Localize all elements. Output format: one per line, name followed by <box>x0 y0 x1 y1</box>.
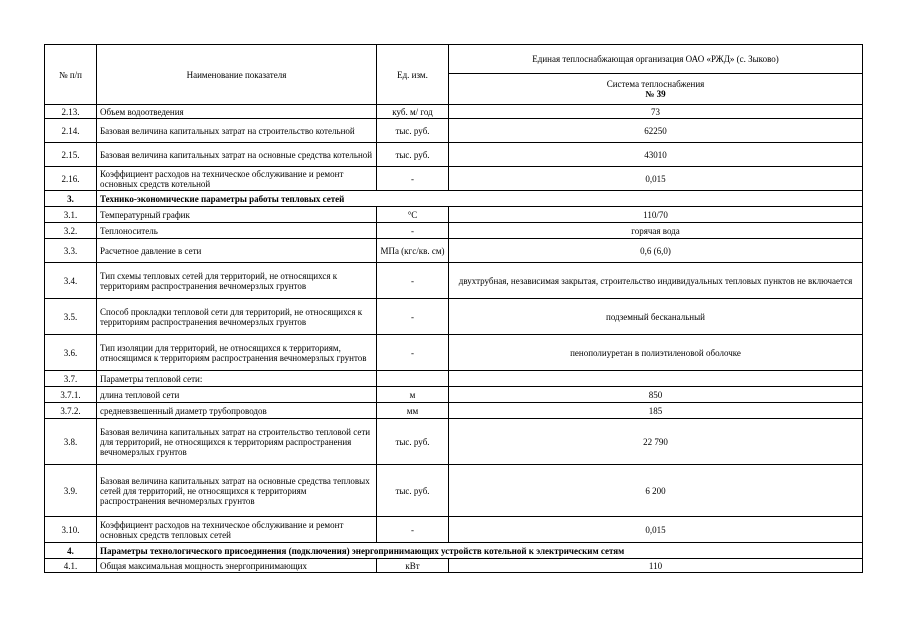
section-num: 4. <box>45 543 97 559</box>
row-value: 0,015 <box>449 167 863 191</box>
row-name: Базовая величина капитальных затрат на строительство котельной <box>97 119 377 143</box>
row-value: 73 <box>449 105 863 119</box>
header-row <box>45 45 863 74</box>
row-value: 110 <box>449 559 863 573</box>
header-num: № п/п <box>45 45 97 105</box>
row-value: 110/70 <box>449 207 863 223</box>
header-system <box>449 74 863 105</box>
row-value <box>449 371 863 387</box>
row-name: Коэффициент расходов на техническое обслуживание и ремонт основных средств тепловых сетей <box>97 517 377 543</box>
row-unit: куб. м/ год <box>377 105 449 119</box>
row-unit: тыс. руб. <box>377 143 449 167</box>
row-num: 2.13. <box>45 105 97 119</box>
section-row <box>45 543 863 559</box>
row-name: Тип изоляции для территорий, не относящихся к территориям, относящимся к территориям распространения вечномерзлых грунтов <box>97 335 377 371</box>
row-unit: тыс. руб. <box>377 465 449 517</box>
section-row <box>45 191 863 207</box>
row-unit: кВт <box>377 559 449 573</box>
row-name: Расчетное давление в сети <box>97 239 377 263</box>
row-unit: - <box>377 517 449 543</box>
row-name: Базовая величина капитальных затрат на основные средства котельной <box>97 143 377 167</box>
row-unit: - <box>377 263 449 299</box>
row-value: 850 <box>449 387 863 403</box>
row-unit <box>377 371 449 387</box>
row-value: двухтрубная, независимая закрытая, строительство индивидуальных тепловых пунктов не включается <box>449 263 863 299</box>
row-unit: °С <box>377 207 449 223</box>
table-row <box>45 335 863 371</box>
row-num: 2.16. <box>45 167 97 191</box>
table-row <box>45 419 863 465</box>
table-row <box>45 465 863 517</box>
row-name: Температурный график <box>97 207 377 223</box>
header-name: Наименование показателя <box>97 45 377 105</box>
header-unit: Ед. изм. <box>377 45 449 105</box>
table-row <box>45 239 863 263</box>
section-title: Параметры технологического присоединения (подключения) энергопринимающих устройств котельной к электрическим сетям <box>97 543 863 559</box>
header-system-label: Система теплоснабжения <box>606 79 705 89</box>
section-num: 3. <box>45 191 97 207</box>
row-num: 3.5. <box>45 299 97 335</box>
row-value: 0,6 (6,0) <box>449 239 863 263</box>
row-unit: мм <box>377 403 449 419</box>
row-unit: - <box>377 335 449 371</box>
row-num: 2.15. <box>45 143 97 167</box>
row-num: 3.8. <box>45 419 97 465</box>
table-row <box>45 517 863 543</box>
row-unit: м <box>377 387 449 403</box>
table-row <box>45 403 863 419</box>
row-value: горячая вода <box>449 223 863 239</box>
table-row <box>45 223 863 239</box>
row-name: Общая максимальная мощность энергопринимающих <box>97 559 377 573</box>
row-value: 185 <box>449 403 863 419</box>
row-value: 6 200 <box>449 465 863 517</box>
table-row <box>45 119 863 143</box>
table-row <box>45 299 863 335</box>
row-unit: - <box>377 167 449 191</box>
row-name: Тип схемы тепловых сетей для территорий, не относящихся к территориям распространения вечномерзлых грунтов <box>97 263 377 299</box>
row-num: 3.4. <box>45 263 97 299</box>
row-name: Базовая величина капитальных затрат на основные средства тепловых сетей для территорий, не относящихся к территориям распространения вечномерзлых грунтов <box>97 465 377 517</box>
table-row <box>45 263 863 299</box>
row-num: 3.9. <box>45 465 97 517</box>
row-value: подземный бесканальный <box>449 299 863 335</box>
row-name: Коэффициент расходов на техническое обслуживание и ремонт основных средств котельной <box>97 167 377 191</box>
table-row <box>45 105 863 119</box>
row-name: средневзвешенный диаметр трубопроводов <box>97 403 377 419</box>
row-value: 43010 <box>449 143 863 167</box>
row-value: 0,015 <box>449 517 863 543</box>
row-num: 3.7.2. <box>45 403 97 419</box>
header-system-num: № 39 <box>645 89 666 99</box>
row-num: 3.6. <box>45 335 97 371</box>
row-name: Теплоноситель <box>97 223 377 239</box>
table-row <box>45 371 863 387</box>
row-unit: - <box>377 299 449 335</box>
table-row <box>45 207 863 223</box>
row-unit: тыс. руб. <box>377 119 449 143</box>
row-name: Базовая величина капитальных затрат на строительство тепловой сети для территорий, не относящихся к территориям распространения вечномерзлых грунтов <box>97 419 377 465</box>
row-name: Параметры тепловой сети: <box>97 371 377 387</box>
row-num: 4.1. <box>45 559 97 573</box>
row-name: Объем водоотведения <box>97 105 377 119</box>
row-num: 3.3. <box>45 239 97 263</box>
row-value: 62250 <box>449 119 863 143</box>
indicators-table <box>44 44 863 573</box>
table-row <box>45 167 863 191</box>
row-unit: МПа (кгс/кв. см) <box>377 239 449 263</box>
table-row <box>45 559 863 573</box>
header-org: Единая теплоснабжающая организация ОАО «РЖД» (с. Зыково) <box>449 45 863 74</box>
row-unit: - <box>377 223 449 239</box>
row-unit: тыс. руб. <box>377 419 449 465</box>
row-value: 22 790 <box>449 419 863 465</box>
row-value: пенополиуретан в полиэтиленовой оболочке <box>449 335 863 371</box>
row-num: 3.1. <box>45 207 97 223</box>
row-num: 3.10. <box>45 517 97 543</box>
row-num: 3.7.1. <box>45 387 97 403</box>
row-num: 3.7. <box>45 371 97 387</box>
row-num: 3.2. <box>45 223 97 239</box>
section-title: Технико-экономические параметры работы тепловых сетей <box>97 191 863 207</box>
table-row <box>45 387 863 403</box>
row-name: Способ прокладки тепловой сети для территорий, не относящихся к территориям распространения вечномерзлых грунтов <box>97 299 377 335</box>
row-num: 2.14. <box>45 119 97 143</box>
table-row <box>45 143 863 167</box>
row-name: длина тепловой сети <box>97 387 377 403</box>
